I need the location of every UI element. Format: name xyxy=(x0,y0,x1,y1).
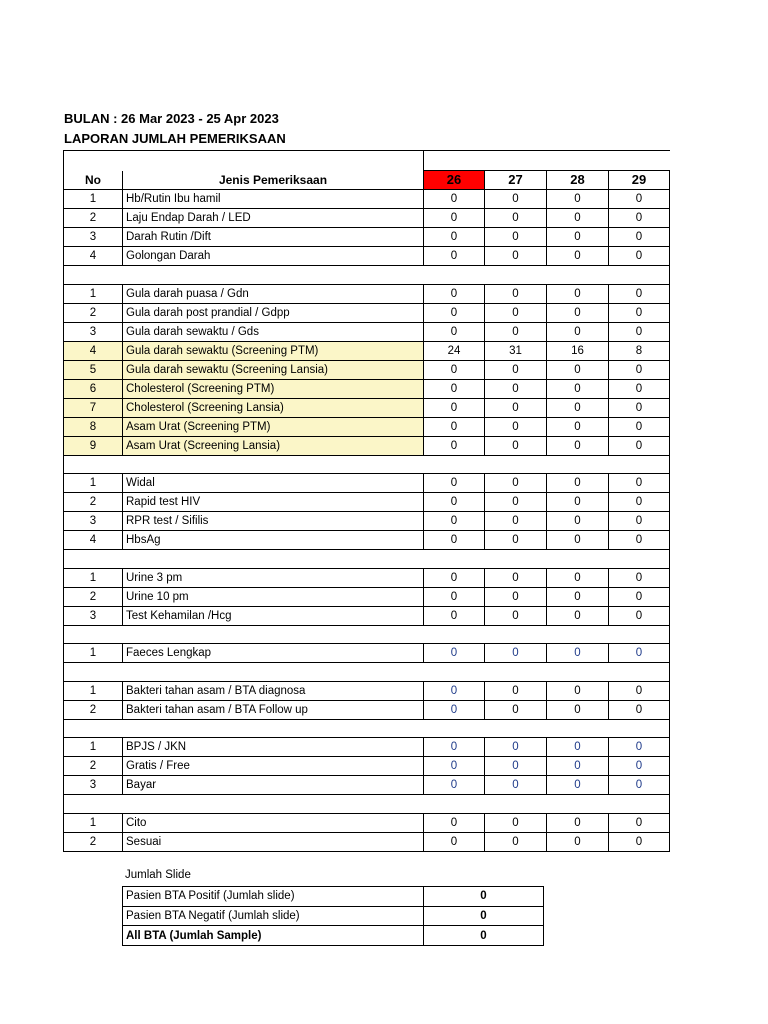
day-value: 0 xyxy=(424,813,485,832)
day-value: 0 xyxy=(547,700,609,719)
slide-row xyxy=(123,926,544,946)
slide-row xyxy=(123,906,544,926)
day-value: 8 xyxy=(609,341,670,360)
day-value: 0 xyxy=(424,738,485,757)
slide-label: Pasien BTA Negatif (Jumlah slide) xyxy=(123,906,424,926)
day-value: 0 xyxy=(547,398,609,417)
row-number: 1 xyxy=(64,568,123,587)
day-value: 0 xyxy=(485,587,547,606)
row-number: 4 xyxy=(64,247,123,266)
exam-name: BPJS / JKN xyxy=(123,738,424,757)
day-value: 0 xyxy=(485,284,547,303)
table-row xyxy=(64,531,670,550)
day-value: 0 xyxy=(609,832,670,851)
exam-name: Urine 3 pm xyxy=(123,568,424,587)
exam-name: Gula darah post prandial / Gdpp xyxy=(123,303,424,322)
exam-name: Bakteri tahan asam / BTA diagnosa xyxy=(123,681,424,700)
row-number: 6 xyxy=(64,379,123,398)
day-value: 0 xyxy=(547,512,609,531)
slide-value: 0 xyxy=(424,906,544,926)
group-separator-row xyxy=(64,266,670,285)
table-row xyxy=(64,417,670,436)
table-row xyxy=(64,606,670,625)
day-value: 0 xyxy=(609,568,670,587)
row-number: 1 xyxy=(64,644,123,663)
day-value: 0 xyxy=(547,813,609,832)
day-value: 0 xyxy=(485,512,547,531)
exam-name: Bakteri tahan asam / BTA Follow up xyxy=(123,700,424,719)
table-row xyxy=(64,284,670,303)
day-value: 0 xyxy=(485,681,547,700)
day-value: 0 xyxy=(424,493,485,512)
day-value: 0 xyxy=(424,417,485,436)
group-separator-row xyxy=(64,550,670,569)
exam-name: Gula darah puasa / Gdn xyxy=(123,284,424,303)
day-value: 0 xyxy=(547,776,609,795)
day-value: 0 xyxy=(609,303,670,322)
row-number: 3 xyxy=(64,606,123,625)
day-value: 0 xyxy=(424,531,485,550)
table-row xyxy=(64,587,670,606)
day-value: 0 xyxy=(609,360,670,379)
group-separator-row xyxy=(64,455,670,474)
header-jenis-pemeriksaan: Jenis Pemeriksaan xyxy=(123,171,424,190)
row-number: 9 xyxy=(64,436,123,455)
day-value: 0 xyxy=(609,738,670,757)
group-separator xyxy=(64,625,670,644)
day-value: 0 xyxy=(424,606,485,625)
header-spacer-row xyxy=(64,151,670,171)
day-value: 0 xyxy=(609,606,670,625)
day-value: 0 xyxy=(609,284,670,303)
slide-row xyxy=(123,887,544,907)
slide-label: Pasien BTA Positif (Jumlah slide) xyxy=(123,887,424,907)
table-row xyxy=(64,209,670,228)
day-value: 0 xyxy=(609,700,670,719)
table-row xyxy=(64,436,670,455)
day-value: 0 xyxy=(485,190,547,209)
header-day-29: 29 xyxy=(609,171,670,190)
slide-summary-table xyxy=(122,886,544,946)
table-row xyxy=(64,474,670,493)
exam-name: Rapid test HIV xyxy=(123,493,424,512)
day-value: 0 xyxy=(424,303,485,322)
header-spacer-right xyxy=(424,151,670,171)
day-value: 0 xyxy=(609,190,670,209)
day-value: 0 xyxy=(547,322,609,341)
group-separator-row xyxy=(64,719,670,738)
table-row xyxy=(64,493,670,512)
day-value: 0 xyxy=(485,568,547,587)
day-value: 0 xyxy=(485,757,547,776)
day-value: 0 xyxy=(609,398,670,417)
header-day-27: 27 xyxy=(485,171,547,190)
exam-name: Sesuai xyxy=(123,832,424,851)
header-day-26: 26 xyxy=(424,171,485,190)
header-row xyxy=(64,171,670,190)
day-value: 0 xyxy=(424,587,485,606)
day-value: 0 xyxy=(609,757,670,776)
slide-value: 0 xyxy=(424,926,544,946)
day-value: 0 xyxy=(485,303,547,322)
row-number: 2 xyxy=(64,587,123,606)
report-period-title: BULAN : 26 Mar 2023 - 25 Apr 2023 xyxy=(64,111,279,126)
group-separator-row xyxy=(64,795,670,814)
table-row xyxy=(64,776,670,795)
day-value: 0 xyxy=(485,700,547,719)
exam-name: Darah Rutin /Dift xyxy=(123,228,424,247)
header-no: No xyxy=(64,171,123,190)
table-row xyxy=(64,700,670,719)
day-value: 0 xyxy=(609,417,670,436)
row-number: 4 xyxy=(64,531,123,550)
table-row xyxy=(64,190,670,209)
exam-name: Urine 10 pm xyxy=(123,587,424,606)
day-value: 0 xyxy=(547,190,609,209)
day-value: 0 xyxy=(424,681,485,700)
row-number: 1 xyxy=(64,190,123,209)
day-value: 0 xyxy=(547,284,609,303)
day-value: 0 xyxy=(485,379,547,398)
day-value: 0 xyxy=(609,587,670,606)
day-value: 0 xyxy=(485,832,547,851)
day-value: 0 xyxy=(547,303,609,322)
row-number: 2 xyxy=(64,209,123,228)
day-value: 0 xyxy=(424,228,485,247)
exam-name: Faeces Lengkap xyxy=(123,644,424,663)
day-value: 24 xyxy=(424,341,485,360)
day-value: 0 xyxy=(547,474,609,493)
row-number: 3 xyxy=(64,322,123,341)
examination-table xyxy=(63,150,670,852)
day-value: 0 xyxy=(547,738,609,757)
day-value: 0 xyxy=(485,776,547,795)
exam-name: Laju Endap Darah / LED xyxy=(123,209,424,228)
day-value: 0 xyxy=(547,379,609,398)
table-row xyxy=(64,247,670,266)
row-number: 3 xyxy=(64,512,123,531)
day-value: 0 xyxy=(609,379,670,398)
report-title: LAPORAN JUMLAH PEMERIKSAAN xyxy=(64,131,286,146)
group-separator-row xyxy=(64,663,670,682)
day-value: 0 xyxy=(424,360,485,379)
table-row xyxy=(64,398,670,417)
day-value: 0 xyxy=(424,379,485,398)
day-value: 0 xyxy=(485,813,547,832)
row-number: 1 xyxy=(64,738,123,757)
day-value: 0 xyxy=(547,360,609,379)
day-value: 0 xyxy=(609,493,670,512)
row-number: 2 xyxy=(64,493,123,512)
group-separator xyxy=(64,719,670,738)
exam-name: Cholesterol (Screening Lansia) xyxy=(123,398,424,417)
exam-name: Test Kehamilan /Hcg xyxy=(123,606,424,625)
slide-label: All BTA (Jumlah Sample) xyxy=(123,926,424,946)
day-value: 0 xyxy=(609,228,670,247)
table-row xyxy=(64,341,670,360)
day-value: 31 xyxy=(485,341,547,360)
day-value: 0 xyxy=(424,474,485,493)
day-value: 0 xyxy=(547,209,609,228)
day-value: 0 xyxy=(485,322,547,341)
row-number: 1 xyxy=(64,813,123,832)
table-row xyxy=(64,303,670,322)
day-value: 0 xyxy=(547,681,609,700)
day-value: 0 xyxy=(424,700,485,719)
table-row xyxy=(64,512,670,531)
table-row xyxy=(64,360,670,379)
day-value: 0 xyxy=(424,757,485,776)
day-value: 0 xyxy=(609,512,670,531)
table-row xyxy=(64,568,670,587)
day-value: 0 xyxy=(609,776,670,795)
table-row xyxy=(64,813,670,832)
day-value: 0 xyxy=(547,493,609,512)
day-value: 0 xyxy=(547,228,609,247)
row-number: 8 xyxy=(64,417,123,436)
day-value: 0 xyxy=(485,228,547,247)
day-value: 0 xyxy=(485,644,547,663)
day-value: 0 xyxy=(424,284,485,303)
table-row xyxy=(64,228,670,247)
day-value: 0 xyxy=(424,322,485,341)
day-value: 0 xyxy=(547,531,609,550)
row-number: 7 xyxy=(64,398,123,417)
day-value: 0 xyxy=(609,322,670,341)
day-value: 0 xyxy=(424,568,485,587)
day-value: 0 xyxy=(547,832,609,851)
exam-name: Cito xyxy=(123,813,424,832)
header-spacer-left xyxy=(64,151,424,171)
day-value: 0 xyxy=(609,531,670,550)
exam-name: Asam Urat (Screening PTM) xyxy=(123,417,424,436)
group-separator-row xyxy=(64,625,670,644)
row-number: 1 xyxy=(64,681,123,700)
day-value: 0 xyxy=(609,644,670,663)
table-row xyxy=(64,681,670,700)
table-row xyxy=(64,757,670,776)
day-value: 0 xyxy=(609,813,670,832)
row-number: 5 xyxy=(64,360,123,379)
group-separator xyxy=(64,663,670,682)
day-value: 0 xyxy=(424,512,485,531)
exam-name: Widal xyxy=(123,474,424,493)
day-value: 0 xyxy=(485,606,547,625)
day-value: 0 xyxy=(424,644,485,663)
exam-name: Bayar xyxy=(123,776,424,795)
row-number: 2 xyxy=(64,757,123,776)
day-value: 0 xyxy=(485,531,547,550)
exam-name: Asam Urat (Screening Lansia) xyxy=(123,436,424,455)
table-row xyxy=(64,738,670,757)
group-separator xyxy=(64,266,670,285)
day-value: 0 xyxy=(547,757,609,776)
header-day-28: 28 xyxy=(547,171,609,190)
exam-name: Hb/Rutin Ibu hamil xyxy=(123,190,424,209)
group-separator xyxy=(64,455,670,474)
slide-section-title: Jumlah Slide xyxy=(125,869,191,881)
group-separator xyxy=(64,795,670,814)
day-value: 16 xyxy=(547,341,609,360)
day-value: 0 xyxy=(485,417,547,436)
day-value: 0 xyxy=(609,247,670,266)
row-number: 2 xyxy=(64,832,123,851)
exam-name: Golongan Darah xyxy=(123,247,424,266)
day-value: 0 xyxy=(547,606,609,625)
exam-name: Gula darah sewaktu / Gds xyxy=(123,322,424,341)
day-value: 0 xyxy=(547,587,609,606)
day-value: 0 xyxy=(424,209,485,228)
day-value: 0 xyxy=(485,493,547,512)
exam-name: RPR test / Sifilis xyxy=(123,512,424,531)
exam-name: Gula darah sewaktu (Screening Lansia) xyxy=(123,360,424,379)
row-number: 1 xyxy=(64,474,123,493)
row-number: 3 xyxy=(64,228,123,247)
row-number: 3 xyxy=(64,776,123,795)
day-value: 0 xyxy=(609,474,670,493)
exam-name: HbsAg xyxy=(123,531,424,550)
table-row xyxy=(64,322,670,341)
day-value: 0 xyxy=(424,832,485,851)
day-value: 0 xyxy=(547,568,609,587)
day-value: 0 xyxy=(485,398,547,417)
day-value: 0 xyxy=(424,398,485,417)
table-row xyxy=(64,644,670,663)
exam-name: Cholesterol (Screening PTM) xyxy=(123,379,424,398)
day-value: 0 xyxy=(609,681,670,700)
day-value: 0 xyxy=(485,209,547,228)
table-row xyxy=(64,832,670,851)
row-number: 2 xyxy=(64,303,123,322)
exam-name: Gratis / Free xyxy=(123,757,424,776)
day-value: 0 xyxy=(424,436,485,455)
day-value: 0 xyxy=(485,474,547,493)
day-value: 0 xyxy=(485,360,547,379)
day-value: 0 xyxy=(424,247,485,266)
day-value: 0 xyxy=(547,417,609,436)
day-value: 0 xyxy=(609,436,670,455)
day-value: 0 xyxy=(485,738,547,757)
day-value: 0 xyxy=(485,436,547,455)
day-value: 0 xyxy=(485,247,547,266)
row-number: 4 xyxy=(64,341,123,360)
row-number: 2 xyxy=(64,700,123,719)
slide-value: 0 xyxy=(424,887,544,907)
row-number: 1 xyxy=(64,284,123,303)
day-value: 0 xyxy=(424,776,485,795)
day-value: 0 xyxy=(609,209,670,228)
group-separator xyxy=(64,550,670,569)
day-value: 0 xyxy=(547,247,609,266)
day-value: 0 xyxy=(547,436,609,455)
day-value: 0 xyxy=(547,644,609,663)
exam-name: Gula darah sewaktu (Screening PTM) xyxy=(123,341,424,360)
day-value: 0 xyxy=(424,190,485,209)
table-row xyxy=(64,379,670,398)
